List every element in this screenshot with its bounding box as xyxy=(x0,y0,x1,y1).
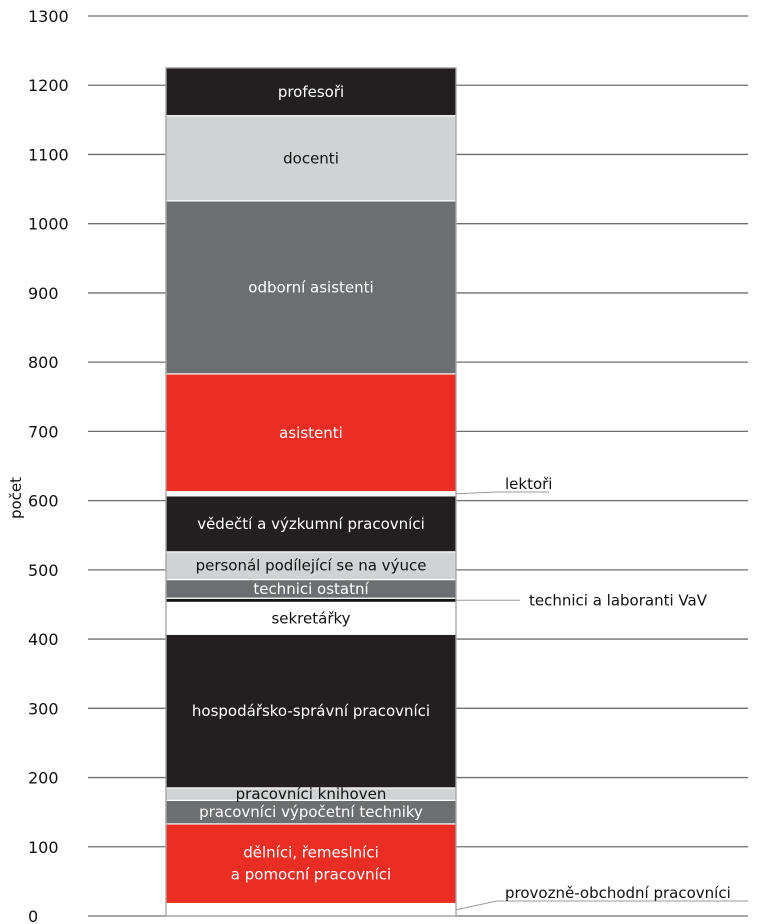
y-tick-label-700: 700 xyxy=(28,422,59,442)
segment-lektori xyxy=(166,492,456,496)
callout-label-technici-a-laboranti-vav: technici a laboranti VaV xyxy=(529,591,707,610)
y-tick-label-100: 100 xyxy=(28,837,59,857)
segment-label-hospodarsko-spravni-pracovnici: hospodářsko-správní pracovníci xyxy=(191,702,431,721)
segment-label-pracovnici-vypocetni-techniky: pracovníci výpočetní techniky xyxy=(199,803,423,822)
segment-technici-a-laboranti-vav xyxy=(166,598,456,602)
y-tick-label-1000: 1000 xyxy=(28,214,69,234)
callout-label-provozne-obchodni-pracovnici: provozně-obchodní pracovníci xyxy=(505,884,731,902)
y-tick-label-300: 300 xyxy=(28,699,59,719)
segment-provozne-obchodni-pracovnici xyxy=(166,904,456,916)
y-tick-label-0: 0 xyxy=(28,907,39,924)
leader-line-provozne-obchodni-pracovnici xyxy=(456,901,748,910)
segment-label-docenti: docenti xyxy=(283,149,339,168)
y-tick-label-600: 600 xyxy=(28,491,59,511)
segment-label-personal-podilejici-se-na-vyuce: personál podílející se na výuce xyxy=(195,556,427,575)
segment-label-asistenti: asistenti xyxy=(279,423,343,442)
y-tick-label-800: 800 xyxy=(28,353,59,373)
y-tick-label-500: 500 xyxy=(28,560,59,580)
y-tick-label-1300: 1300 xyxy=(28,7,69,26)
segment-delnici-remeslnici xyxy=(166,824,456,904)
y-axis-label: počet xyxy=(7,476,25,520)
segment-label-delnici-remeslnici: dělníci, řemeslníci a pomocní pracovníci xyxy=(230,843,392,884)
y-tick-label-900: 900 xyxy=(28,283,59,303)
callout-label-lektori: lektoři xyxy=(505,475,553,493)
y-tick-label-1100: 1100 xyxy=(28,145,69,165)
segment-label-vedecti-a-vyzkumni-pracovnici: vědečtí a výzkumní pracovníci xyxy=(197,514,425,533)
y-axis-ticks xyxy=(28,7,69,924)
y-tick-label-400: 400 xyxy=(28,630,59,650)
y-tick-label-200: 200 xyxy=(28,768,59,788)
segment-label-pracovnici-knihoven: pracovníci knihoven xyxy=(235,785,387,804)
segment-label-sekretarky: sekretářky xyxy=(271,609,351,628)
y-tick-label-1200: 1200 xyxy=(28,76,69,96)
segment-label-odborni-asistenti: odborní asistenti xyxy=(248,278,374,297)
segment-label-technici-ostatni: technici ostatní xyxy=(253,579,369,598)
segment-label-profesori: profesoři xyxy=(277,82,345,101)
